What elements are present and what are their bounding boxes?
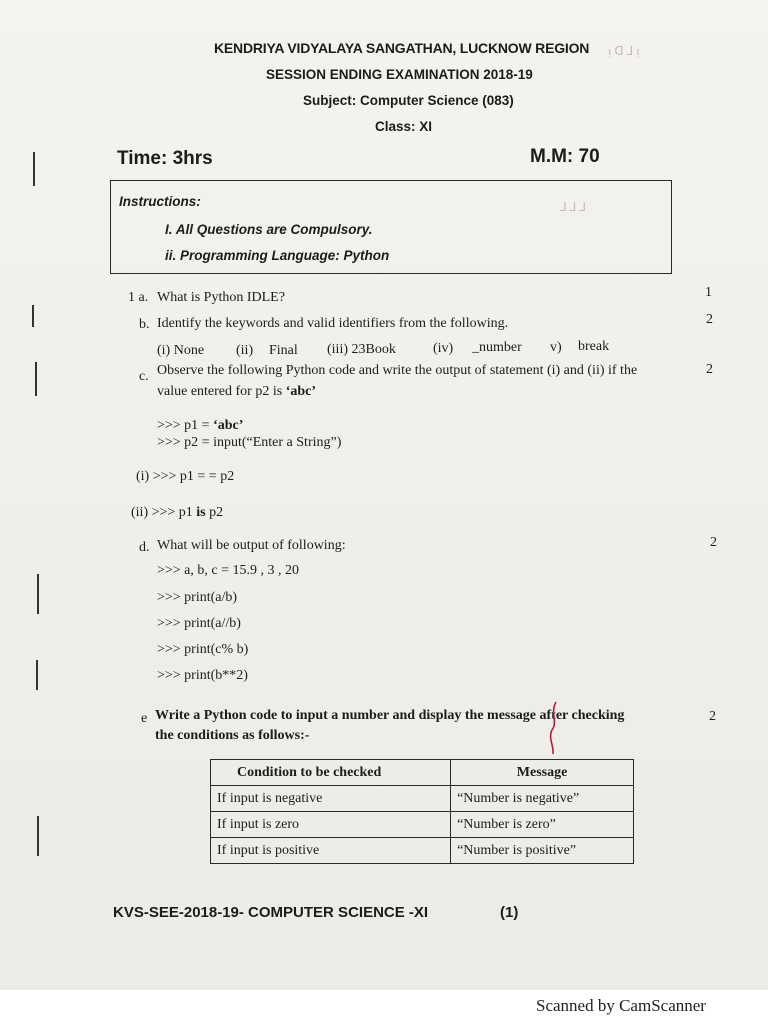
table-row bbox=[211, 838, 634, 864]
option-item: break bbox=[578, 339, 610, 354]
margin-pen-mark bbox=[35, 362, 37, 396]
question-number: e bbox=[141, 711, 148, 726]
instructions-title: Instructions: bbox=[119, 194, 201, 209]
option-item: (ii) bbox=[236, 343, 254, 358]
margin-pen-mark bbox=[37, 816, 39, 856]
sub-question bbox=[131, 505, 223, 521]
sub-question-part: p2 bbox=[205, 505, 224, 520]
instruction-item: ii. Programming Language: Python bbox=[165, 248, 390, 263]
subject-line: Subject: Computer Science (083) bbox=[303, 93, 514, 108]
code-line: >>> a, b, c = 15.9 , 3 , 20 bbox=[157, 563, 300, 578]
margin-pen-mark bbox=[32, 305, 34, 327]
table-header-cell: Condition to be checked bbox=[211, 760, 451, 786]
marks-label: 1 bbox=[705, 285, 712, 300]
class-line: Class: XI bbox=[375, 119, 433, 134]
question-text-line2: the conditions as follows:- bbox=[155, 728, 310, 743]
sub-question-part: (ii) >>> p1 bbox=[131, 505, 197, 520]
marks-label: 2 bbox=[706, 312, 713, 327]
scanner-watermark: Scanned by CamScanner bbox=[536, 996, 706, 1015]
code-line: >>> print(a/b) bbox=[157, 590, 238, 605]
question-text: Write a Python code to input a number and display the message after checking bbox=[155, 708, 625, 723]
page-number: (1) bbox=[500, 904, 519, 921]
table-cell: “Number is positive” bbox=[451, 838, 634, 864]
question-text-line2 bbox=[157, 384, 316, 400]
time-label: Time: 3hrs bbox=[117, 148, 213, 169]
question-number: b. bbox=[139, 317, 150, 332]
org-title: KENDRIYA VIDYALAYA SANGATHAN, LUCKNOW REGION bbox=[214, 40, 590, 56]
option-item: v) bbox=[550, 340, 562, 355]
bleed-through-mark: ⅃ ⅃ ⅃ bbox=[560, 200, 587, 214]
question-text-bold: ‘abc’ bbox=[285, 384, 317, 399]
question-number: 1 a. bbox=[128, 290, 149, 305]
table-cell: “Number is negative” bbox=[451, 786, 634, 812]
table-header-cell: Message bbox=[451, 760, 634, 786]
margin-pen-mark bbox=[36, 660, 38, 690]
marks-label: 2 bbox=[706, 362, 713, 377]
option-item: (iv) bbox=[433, 341, 454, 356]
table-header-row bbox=[211, 760, 634, 786]
sub-question: (i) >>> p1 = = p2 bbox=[136, 469, 235, 484]
table-cell: “Number is zero” bbox=[451, 812, 634, 838]
question-text-part: value entered for p2 is bbox=[157, 384, 286, 399]
code-line bbox=[157, 418, 243, 434]
table-cell: If input is zero bbox=[211, 812, 451, 838]
red-pen-mark bbox=[544, 700, 564, 756]
option-item: _number bbox=[472, 340, 522, 355]
option-item: (iii) 23Book bbox=[327, 342, 396, 357]
footer-code: KVS-SEE-2018-19- COMPUTER SCIENCE -XI bbox=[113, 904, 429, 921]
conditions-table bbox=[210, 759, 634, 864]
marks-label: 2 bbox=[710, 535, 717, 550]
code-line: >>> print(c% b) bbox=[157, 642, 249, 657]
question-text: What is Python IDLE? bbox=[157, 290, 285, 305]
code-line: >>> p2 = input(“Enter a String”) bbox=[157, 435, 342, 450]
question-text: What will be output of following: bbox=[157, 538, 346, 553]
table-cell: If input is positive bbox=[211, 838, 451, 864]
table-row bbox=[211, 786, 634, 812]
table-row bbox=[211, 812, 634, 838]
code-bold: ‘abc’ bbox=[213, 418, 244, 433]
code-part: >>> p1 = bbox=[157, 418, 214, 433]
instructions-box bbox=[110, 180, 672, 274]
margin-pen-mark bbox=[33, 152, 35, 186]
instruction-item: I. All Questions are Compulsory. bbox=[165, 222, 373, 237]
exam-title: SESSION ENDING EXAMINATION 2018-19 bbox=[266, 67, 533, 82]
question-number: d. bbox=[139, 540, 150, 555]
question-number: c. bbox=[139, 369, 149, 384]
marks-label: 2 bbox=[709, 709, 716, 724]
code-line: >>> print(a//b) bbox=[157, 616, 241, 631]
margin-pen-mark bbox=[37, 574, 39, 614]
bleed-through-mark: ᴉ ᗡ ⅃ ᴉ bbox=[608, 44, 640, 58]
question-text: Observe the following Python code and write the output of statement (i) and (ii) if the bbox=[157, 363, 638, 378]
table-cell: If input is negative bbox=[211, 786, 451, 812]
code-line: >>> print(b**2) bbox=[157, 668, 248, 683]
question-text: Identify the keywords and valid identifiers from the following. bbox=[157, 316, 509, 331]
max-marks-label: M.M: 70 bbox=[530, 146, 600, 167]
sub-question-bold: is bbox=[196, 505, 206, 520]
option-item: (i) None bbox=[157, 343, 205, 358]
option-item: Final bbox=[269, 343, 298, 358]
scanner-watermark-bar bbox=[0, 990, 768, 1024]
